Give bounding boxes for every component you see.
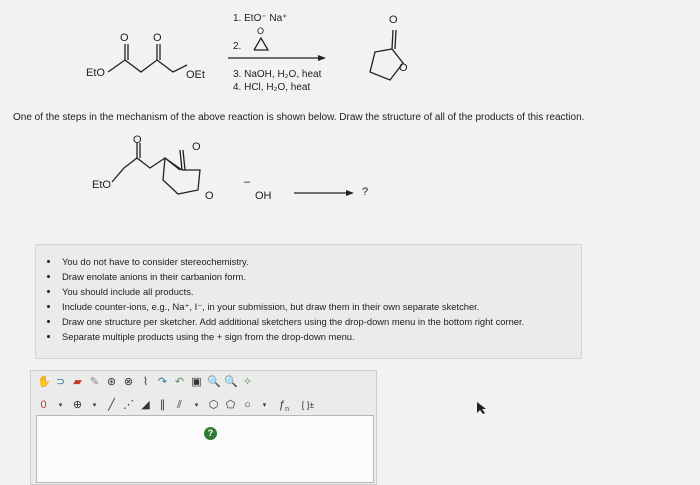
dropdown-icon[interactable]: ▾	[92, 402, 97, 409]
mech-ester-o: O	[192, 141, 201, 153]
condition-1: 1. EtO⁻ Na⁺	[233, 13, 288, 24]
ring-hex-icon[interactable]: ⬡	[208, 399, 219, 411]
clean-icon[interactable]: ✧	[242, 376, 253, 388]
hint-item: • Include counter-ions, e.g., Na⁺, I⁻, in your submission, but draw them in their own separate sketcher.	[60, 299, 581, 314]
eraser-icon[interactable]: ▰	[73, 376, 82, 388]
ketone-o-1: O	[120, 32, 129, 44]
stereo-bond-icon[interactable]: ⋰	[123, 399, 134, 411]
ring-generic-icon[interactable]: ○	[244, 399, 251, 411]
sketcher-canvas[interactable]	[36, 415, 374, 483]
dropdown-icon[interactable]: ▾	[58, 402, 63, 409]
ketone-o-2: O	[153, 32, 162, 44]
hydroxide-label: OH	[255, 190, 272, 202]
cursor-pointer	[476, 401, 488, 415]
hint-item: • You do not have to consider stereochemistry.	[60, 254, 581, 269]
hand-icon[interactable]: ✋	[37, 376, 51, 388]
atom-map-icon[interactable]: ⊛	[106, 376, 117, 388]
hydroxide-charge: –	[244, 176, 251, 188]
charge-zero-button[interactable]: 0	[40, 399, 47, 411]
hint-item: • Separate multiple products using the + sign from the drop-down menu.	[60, 329, 581, 344]
dropdown-icon[interactable]: ▾	[194, 402, 199, 409]
redo-icon[interactable]: ▣	[191, 376, 202, 388]
help-icon[interactable]: ?	[204, 427, 217, 440]
condition-2: 2.	[233, 41, 242, 52]
triple-bond-icon[interactable]: ⫽	[177, 399, 182, 411]
reaction-scheme	[0, 0, 700, 110]
hint-item: • You should include all products.	[60, 284, 581, 299]
toolbar-row-2	[37, 399, 319, 412]
chain-icon[interactable]: ⌇	[142, 376, 149, 388]
epoxide-o: O	[257, 26, 265, 36]
hints-panel	[35, 244, 582, 359]
ester-right-label: OEt	[186, 69, 205, 81]
toolbar-row-1	[37, 376, 254, 389]
pen-icon[interactable]: ✎	[89, 376, 100, 388]
mech-ring-o: O	[205, 190, 214, 202]
condition-4: 4. HCl, H₂O, heat	[233, 82, 311, 93]
zoom-out-icon[interactable]: 🔍	[224, 376, 238, 388]
functional-group-icon[interactable]: $ƒ_n$	[278, 399, 290, 414]
conditions-bottom	[233, 68, 321, 94]
ring-pent-icon[interactable]: ⬠	[225, 399, 236, 411]
hint-item: • Draw enolate anions in their carbanion form.	[60, 269, 581, 284]
product-ring-o: O	[399, 62, 408, 74]
charge-plus-button[interactable]: ⊕	[72, 399, 83, 411]
dropdown-icon[interactable]: ▾	[262, 402, 267, 409]
product-unknown: ?	[362, 186, 369, 198]
single-bond-icon[interactable]: ╱	[108, 399, 115, 411]
bracket-button[interactable]: [ ]±	[301, 400, 315, 410]
template-icon[interactable]: ⊗	[123, 376, 134, 388]
conditions-top	[233, 12, 287, 25]
question-text: One of the steps in the mechanism of the above reaction is shown below. Draw the structure of all of the products of this reaction.	[13, 112, 585, 123]
wedge-bond-icon[interactable]: ◢	[141, 399, 150, 411]
hint-item: • Draw one structure per sketcher. Add additional sketchers using the drop-down menu in the bottom right corner.	[60, 314, 581, 329]
mech-ketone-o: O	[133, 134, 142, 146]
condition-3: 3. NaOH, H₂O, heat	[233, 69, 322, 80]
arrow-icon[interactable]: ↷	[157, 376, 168, 388]
mech-left-label: EtO	[92, 179, 111, 191]
double-bond-icon[interactable]: ∥	[159, 399, 166, 411]
ester-left-label: EtO	[86, 67, 105, 79]
undo-icon[interactable]: ↶	[174, 376, 185, 388]
lasso-icon[interactable]: ⊃	[55, 376, 66, 388]
hints-list	[46, 254, 581, 344]
zoom-in-icon[interactable]: 🔍	[207, 376, 221, 388]
mechanism-scheme	[0, 130, 700, 220]
product-o-top: O	[389, 14, 398, 26]
